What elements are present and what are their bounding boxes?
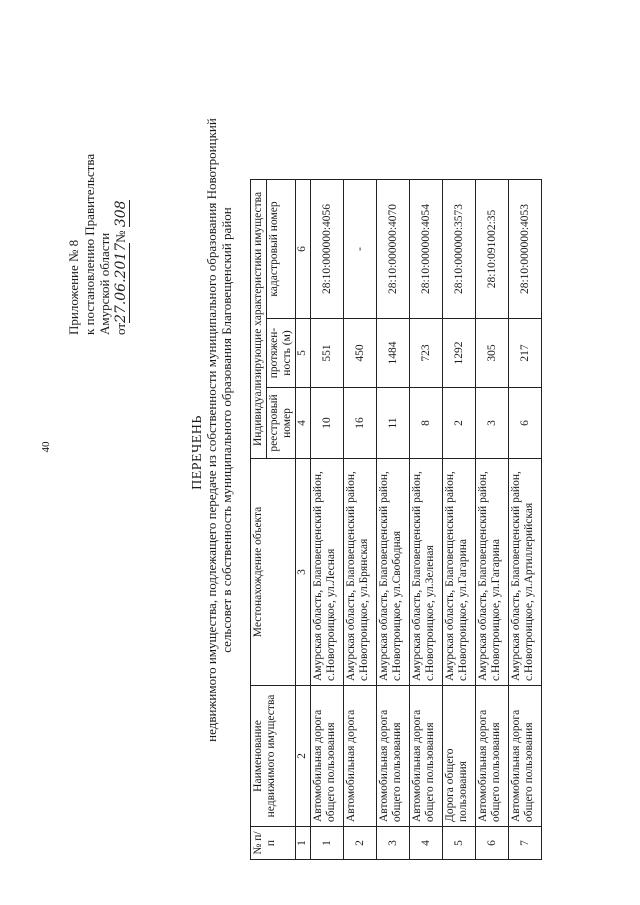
row-num: 1 bbox=[311, 827, 344, 860]
appendix-block bbox=[66, 154, 129, 335]
row-location: Амурская область, Благовещенский район, с.Новотроицкое, ул.Лесная bbox=[311, 459, 344, 686]
row-name: Автомобильная дорога общего пользования bbox=[476, 686, 509, 827]
header-name: Наименование недвижимого имущества bbox=[251, 686, 296, 827]
row-location: Амурская область, Благовещенский район, с.Новотроицкое, ул.Свободная bbox=[377, 459, 410, 686]
row-num: 5 bbox=[443, 827, 476, 860]
row-registry: 16 bbox=[344, 388, 377, 459]
index-cell: 4 bbox=[296, 388, 311, 459]
row-length: 1484 bbox=[377, 319, 410, 388]
index-cell: 6 bbox=[296, 180, 311, 319]
row-name: Автомобильная дорога общего пользования bbox=[410, 686, 443, 827]
date-prefix: от bbox=[112, 322, 128, 335]
row-num: 7 bbox=[509, 827, 542, 860]
table-row bbox=[509, 180, 542, 860]
row-cadastral: 28:10:091002:35 bbox=[476, 180, 509, 319]
row-cadastral: 28:10:000000:4056 bbox=[311, 180, 344, 319]
row-registry: 11 bbox=[377, 388, 410, 459]
row-length: 551 bbox=[311, 319, 344, 388]
table-row bbox=[344, 180, 377, 860]
row-location: Амурская область, Благовещенский район, с.Новотроицкое, ул.Брянская bbox=[344, 459, 377, 686]
header-cadastral: кадастровый номер bbox=[267, 180, 296, 319]
header-num: № п/п bbox=[251, 827, 296, 860]
index-cell: 1 bbox=[296, 827, 311, 860]
header-location: Местонахождение объекта bbox=[251, 459, 296, 686]
header-characteristics: Индивидуализирующие характеристики имущества bbox=[251, 180, 267, 459]
column-index-row bbox=[296, 180, 311, 860]
row-name: Автомобильная дорога общего пользования bbox=[377, 686, 410, 827]
page-number: 40 bbox=[40, 441, 52, 453]
table-row bbox=[311, 180, 344, 860]
row-name: Дорога общего пользования bbox=[443, 686, 476, 827]
header-length: протяжен-ность (м) bbox=[267, 319, 296, 388]
property-table bbox=[250, 179, 542, 860]
table-row bbox=[476, 180, 509, 860]
row-name: Автомобильная дорога общего пользования bbox=[509, 686, 542, 827]
row-registry: 2 bbox=[443, 388, 476, 459]
row-num: 3 bbox=[377, 827, 410, 860]
appendix-line-1: Приложение № 8 bbox=[66, 239, 81, 335]
row-length: 450 bbox=[344, 319, 377, 388]
row-name: Автомобильная дорога общего пользования bbox=[311, 686, 344, 827]
row-cadastral: - bbox=[344, 180, 377, 319]
row-registry: 10 bbox=[311, 388, 344, 459]
header-row bbox=[251, 180, 267, 860]
row-location: Амурская область, Благовещенский район, с.Новотроицкое, ул.Гагарина bbox=[476, 459, 509, 686]
document-title: ПЕРЕЧЕНЬ bbox=[190, 415, 205, 490]
number-prefix: № bbox=[112, 230, 128, 243]
row-num: 4 bbox=[410, 827, 443, 860]
appendix-line-2: к постановлению Правительства bbox=[81, 153, 97, 335]
subtitle-line-2: сельсовет в собственность муниципального образования Благовещенский район bbox=[219, 207, 234, 653]
subtitle-line-1: недвижимого имущества, подлежащего передаче из собственности муниципального образования Новотроицкий bbox=[204, 118, 219, 742]
row-length: 217 bbox=[509, 319, 542, 388]
handwritten-number: 308 bbox=[112, 200, 129, 228]
index-cell: 3 bbox=[296, 459, 311, 686]
index-cell: 2 bbox=[296, 686, 311, 827]
row-num: 6 bbox=[476, 827, 509, 860]
table-row bbox=[377, 180, 410, 860]
row-length: 1292 bbox=[443, 319, 476, 388]
appendix-line-3: Амурской области bbox=[97, 232, 112, 335]
row-name: Автомобильная дорога bbox=[344, 686, 377, 827]
row-location: Амурская область, Благовещенский район, с.Новотроицкое, ул.Гагарина bbox=[443, 459, 476, 686]
table-row bbox=[410, 180, 443, 860]
row-length: 723 bbox=[410, 319, 443, 388]
row-location: Амурская область, Благовещенский район, с.Новотроицкое, ул.Артиллерийская bbox=[509, 459, 542, 686]
row-cadastral: 28:10:000000:3573 bbox=[443, 180, 476, 319]
row-location: Амурская область, Благовещенский район, с.Новотроицкое, ул.Зеленая bbox=[410, 459, 443, 686]
row-cadastral: 28:10:000000:4053 bbox=[509, 180, 542, 319]
row-registry: 3 bbox=[476, 388, 509, 459]
handwritten-date: 27.06.2017 bbox=[112, 242, 129, 323]
row-cadastral: 28:10:000000:4054 bbox=[410, 180, 443, 319]
appendix-date-line bbox=[113, 154, 130, 335]
table-row bbox=[443, 180, 476, 860]
header-registry: реестровый номер bbox=[267, 388, 296, 459]
row-length: 305 bbox=[476, 319, 509, 388]
row-num: 2 bbox=[344, 827, 377, 860]
row-registry: 8 bbox=[410, 388, 443, 459]
row-cadastral: 28:10:000000:4070 bbox=[377, 180, 410, 319]
index-cell: 5 bbox=[296, 319, 311, 388]
row-registry: 6 bbox=[509, 388, 542, 459]
